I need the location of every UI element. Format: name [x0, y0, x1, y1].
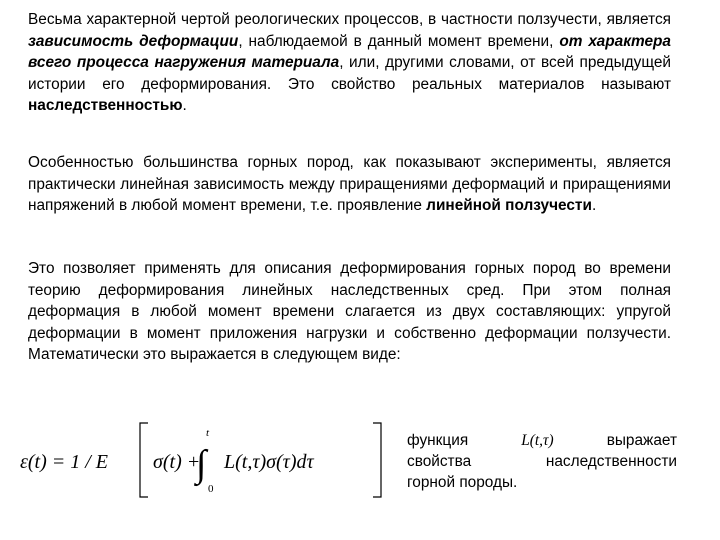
p1-term-heredity: наследственностью [28, 97, 183, 114]
p1-text-3: , или, другими словами, от всей предыдущей истории его деформирования. Это свойство реальных материалов называют [28, 54, 671, 93]
note-word-heredity: наследственности [545, 453, 677, 470]
paragraph-heredity [28, 9, 671, 117]
note-word-function: функция [407, 432, 469, 449]
paragraph-linear-creep [28, 152, 671, 217]
formula-sigma-t: σ(t) + [153, 451, 201, 473]
integral-sign-icon: ∫ [196, 443, 207, 485]
p1-text-1: Весьма характерной чертой реологических процессов, в частности ползучести, является [28, 11, 671, 28]
formula-integrand: L(t,τ)σ(τ)dτ [224, 451, 314, 473]
formula-upper-limit: t [206, 427, 210, 439]
p2-text-1: Особенностью большинства горных пород, как показывают эксперименты, является практически линейная зависимость между приращениями деформаций и приращениями напряжений в любой момент времени, т.е. проявление [28, 154, 671, 214]
p1-text-4: . [182, 97, 187, 114]
note-line-1 [407, 430, 677, 451]
p1-term-loading-history: от характера всего процесса нагружения материала [28, 32, 671, 71]
note-line-2 [407, 451, 677, 472]
formula-explanation [407, 430, 677, 493]
note-word-expresses: выражает [606, 432, 677, 449]
note-kernel-symbol: L(t,τ) [521, 432, 554, 449]
p1-text-2: , наблюдаемой в данный момент времени, [238, 32, 560, 50]
formula-lhs: ε(t) = 1 / E [20, 451, 109, 473]
p3-text: Это позволяет применять для описания деформирования горных пород во времени теорию деформирования линейных наследственных сред. При этом полная деформация в любой момент времени слагается из двух составляющих: упругой деформации в момент приложения нагрузки и собственно деформации ползучести. Математически это выражается в следующем виде: [28, 260, 671, 363]
note-word-properties: свойства [407, 453, 472, 470]
creep-formula [20, 420, 400, 500]
p2-text-2: . [591, 197, 597, 214]
formula-right-bracket [373, 423, 381, 497]
paragraph-theory [28, 258, 671, 366]
note-line-3: горной породы. [407, 474, 518, 491]
formula-lower-limit: 0 [208, 483, 214, 495]
p1-term-strain-dependence: зависимость деформации [28, 32, 239, 50]
p2-term-linear-creep: линейной ползучести [426, 197, 592, 214]
formula-left-bracket [140, 423, 148, 497]
